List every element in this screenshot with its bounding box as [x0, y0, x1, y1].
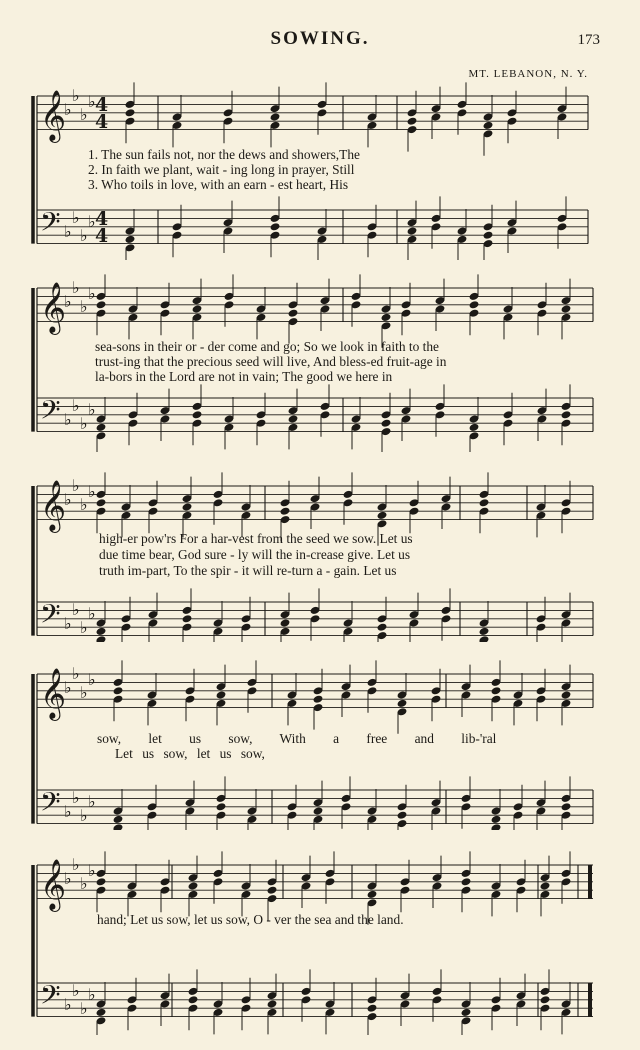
- flat-sign-icon: ♭: [72, 600, 80, 619]
- notehead: [113, 686, 124, 695]
- notehead: [407, 117, 418, 126]
- lyric-line-s5-1: hand; Let us sow, let us sow, O - ver the sea and the land.: [97, 912, 404, 927]
- flat-sign-icon: ♭: [88, 92, 96, 111]
- notehead: [561, 304, 572, 313]
- bass-clef-icon: 𝄢: [40, 394, 61, 432]
- flat-sign-icon: ♭: [72, 476, 80, 495]
- notehead: [96, 627, 107, 636]
- notehead: [96, 1008, 107, 1017]
- notehead: [267, 999, 278, 1008]
- flat-sign-icon: ♭: [80, 297, 88, 316]
- notehead: [367, 890, 378, 899]
- flat-sign-icon: ♭: [64, 869, 72, 888]
- lyric-line-s3-v3: truth im-part, To the spir - it will re-turn a - gain. Let us: [99, 563, 397, 578]
- notehead: [96, 423, 107, 432]
- notehead: [461, 877, 472, 886]
- music-system-1: [0, 80, 640, 260]
- lyric-line-s1-v3: 3. Who toils in love, with an earn - est heart, His: [88, 177, 349, 192]
- treble-clef-icon: 𝄞: [40, 480, 67, 531]
- notehead: [469, 300, 480, 309]
- time-signature-digit: 4: [95, 111, 109, 133]
- notehead: [188, 995, 199, 1004]
- bass-clef-icon: 𝄢: [40, 206, 61, 244]
- treble-clef-icon: 𝄞: [40, 668, 67, 719]
- notehead: [397, 811, 408, 820]
- notehead: [377, 511, 388, 520]
- flat-sign-icon: ♭: [88, 670, 96, 689]
- flat-sign-icon: ♭: [88, 284, 96, 303]
- notehead: [113, 815, 124, 824]
- flat-sign-icon: ♭: [72, 278, 80, 297]
- notehead: [270, 222, 281, 231]
- flat-sign-icon: ♭: [80, 105, 88, 124]
- notehead: [313, 806, 324, 815]
- lyric-line-s1-v2: 2. In faith we plant, wait - ing long in prayer, Still: [88, 162, 355, 177]
- notehead: [125, 235, 136, 244]
- hymn-title: SOWING.: [270, 28, 370, 49]
- music-system-2: [0, 272, 640, 452]
- flat-sign-icon: ♭: [72, 208, 80, 227]
- lyric-line-s3-v1: high-er pow'rs For a har-vest from the seed we sow. Let us: [99, 531, 413, 546]
- flat-sign-icon: ♭: [80, 874, 88, 893]
- staff-graphics-5: [0, 835, 640, 1035]
- flat-sign-icon: ♭: [80, 618, 88, 637]
- flat-sign-icon: ♭: [80, 414, 88, 433]
- notehead: [367, 1004, 378, 1013]
- flat-sign-icon: ♭: [64, 490, 72, 509]
- notehead: [377, 623, 388, 632]
- lyric-line-s3-v2: due time bear, God sure - ly will the in-crease give. Let us: [99, 547, 411, 562]
- lyric-line-s4-1: [0, 732, 640, 746]
- notehead: [561, 690, 572, 699]
- notehead: [461, 1008, 472, 1017]
- treble-clef-icon: 𝄞: [40, 859, 67, 910]
- lyric-line-s2-v2: trust-ing that the precious seed will live, And bless-ed fruit-age in: [95, 354, 447, 369]
- notehead: [192, 410, 203, 419]
- flat-sign-icon: ♭: [88, 792, 96, 811]
- flat-sign-icon: ♭: [80, 683, 88, 702]
- treble-clef-icon: 𝄞: [40, 90, 67, 141]
- flat-sign-icon: ♭: [88, 212, 96, 231]
- page-number: 173: [577, 32, 600, 48]
- flat-sign-icon: ♭: [72, 788, 80, 807]
- time-signature-digit: 4: [95, 208, 109, 230]
- notehead: [561, 410, 572, 419]
- flat-sign-icon: ♭: [72, 855, 80, 874]
- time-signature-digit: 4: [95, 225, 109, 247]
- notehead: [469, 423, 480, 432]
- flat-sign-icon: ♭: [64, 410, 72, 429]
- lyric-line-s4-2-text: Let us sow, let us sow,: [115, 746, 265, 761]
- time-signature-digit: 4: [95, 94, 109, 116]
- lyric-line-s2-v1: sea-sons in their or - der come and go; So we look in faith to the: [95, 339, 439, 354]
- flat-sign-icon: ♭: [72, 664, 80, 683]
- flat-sign-icon: ♭: [64, 292, 72, 311]
- bass-clef-icon: 𝄢: [40, 598, 61, 636]
- notehead: [540, 881, 551, 890]
- notehead: [96, 498, 107, 507]
- notehead: [479, 627, 490, 636]
- music-system-4: [0, 650, 640, 830]
- flat-sign-icon: ♭: [64, 222, 72, 241]
- music-system-5: [0, 835, 640, 1035]
- notehead: [483, 231, 494, 240]
- lyric-line-s4-2: [0, 747, 640, 761]
- notehead: [288, 414, 299, 423]
- notehead: [216, 802, 227, 811]
- flat-sign-icon: ♭: [80, 226, 88, 245]
- notehead: [479, 498, 490, 507]
- notehead: [491, 815, 502, 824]
- notehead: [288, 309, 299, 318]
- notehead: [483, 121, 494, 130]
- flat-sign-icon: ♭: [64, 100, 72, 119]
- notehead: [267, 886, 278, 895]
- notehead: [561, 802, 572, 811]
- notehead: [125, 108, 136, 117]
- notehead: [280, 618, 291, 627]
- notehead: [397, 699, 408, 708]
- flat-sign-icon: ♭: [80, 806, 88, 825]
- bass-clef-icon: 𝄢: [40, 786, 61, 824]
- notehead: [270, 112, 281, 121]
- notehead: [381, 419, 392, 428]
- notehead: [182, 502, 193, 511]
- flat-sign-icon: ♭: [72, 86, 80, 105]
- notehead: [96, 300, 107, 309]
- notehead: [280, 507, 291, 516]
- notehead: [381, 313, 392, 322]
- notehead: [192, 304, 203, 313]
- flat-sign-icon: ♭: [88, 482, 96, 501]
- lyric-line-s4-1-text: sow, let us sow, With a free and lib-'ral: [97, 731, 497, 746]
- notehead: [182, 614, 193, 623]
- notehead: [216, 690, 227, 699]
- notehead: [407, 226, 418, 235]
- flat-sign-icon: ♭: [88, 985, 96, 1004]
- treble-clef-icon: 𝄞: [40, 282, 67, 333]
- flat-sign-icon: ♭: [88, 604, 96, 623]
- music-system-3: [0, 462, 640, 642]
- lyric-line-s2-v3: la-bors in the Lord are not in vain; The good we here in: [95, 369, 393, 384]
- flat-sign-icon: ♭: [72, 396, 80, 415]
- notehead: [540, 995, 551, 1004]
- lyric-line-s1-v1: 1. The sun fails not, nor the dews and showers,The: [88, 147, 360, 162]
- flat-sign-icon: ♭: [88, 861, 96, 880]
- flat-sign-icon: ♭: [88, 400, 96, 419]
- bass-clef-icon: 𝄢: [40, 979, 61, 1017]
- flat-sign-icon: ♭: [80, 495, 88, 514]
- notehead: [188, 881, 199, 890]
- flat-sign-icon: ♭: [64, 802, 72, 821]
- notehead: [313, 695, 324, 704]
- tune-source: MT. LEBANON, N. Y.: [468, 68, 588, 80]
- flat-sign-icon: ♭: [64, 614, 72, 633]
- notehead: [491, 686, 502, 695]
- flat-sign-icon: ♭: [64, 995, 72, 1014]
- flat-sign-icon: ♭: [64, 678, 72, 697]
- flat-sign-icon: ♭: [80, 999, 88, 1018]
- flat-sign-icon: ♭: [72, 981, 80, 1000]
- notehead: [96, 877, 107, 886]
